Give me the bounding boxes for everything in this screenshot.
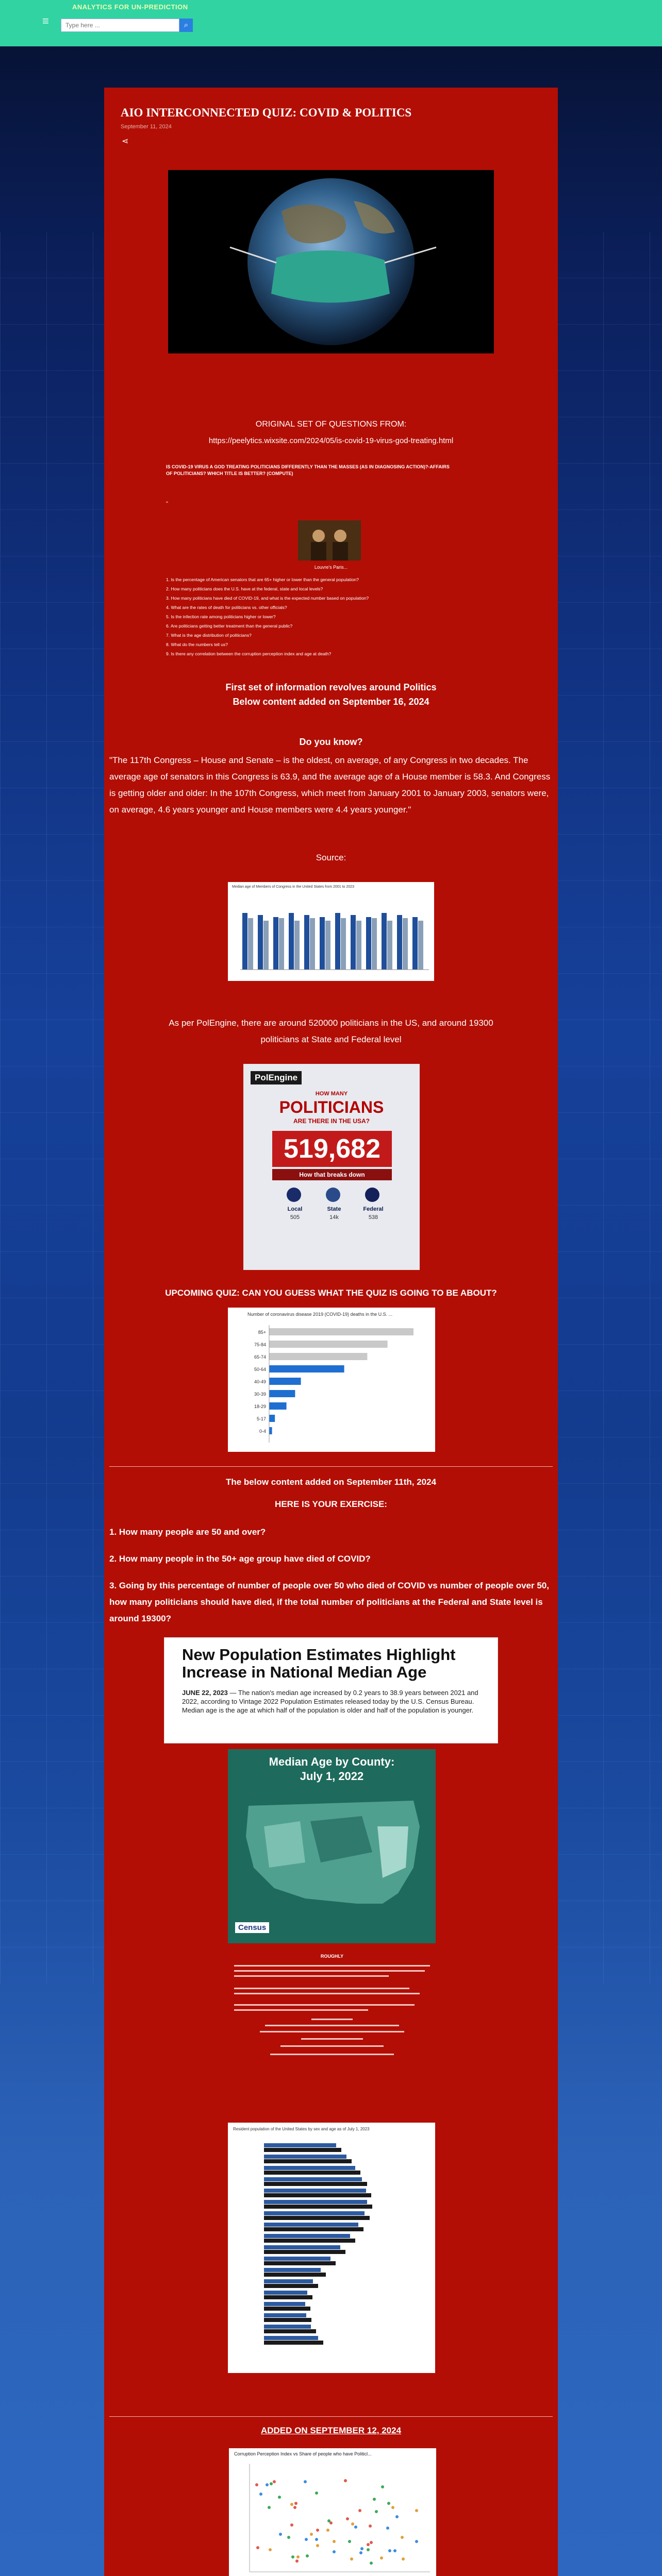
local-count: 505: [290, 1214, 300, 1221]
post-card: [104, 88, 558, 2576]
tick-label: 75-84: [254, 1342, 266, 1347]
tick-label: 5-17: [256, 1416, 266, 1421]
us-county-map: [228, 1749, 436, 1943]
bar: [264, 2148, 341, 2152]
bar: [366, 917, 371, 970]
divider: [109, 2416, 553, 2417]
bar: [264, 2166, 355, 2170]
search-icon: ⌕: [184, 21, 189, 29]
point: [370, 2541, 373, 2544]
added-sep12-heading: ADDED ON SEPTEMBER 12, 2024: [260, 2426, 402, 2435]
exercise-heading: HERE IS YOUR EXERCISE:: [275, 1499, 387, 1509]
point: [333, 2540, 336, 2543]
point: [386, 2527, 389, 2530]
bar: [269, 1378, 301, 1385]
bar: [269, 1402, 287, 1410]
tick-label: 0-4: [259, 1429, 266, 1434]
tick-label: 50-64: [254, 1367, 266, 1372]
exercise-q3: 3. Going by this percentage of number of people over 50 who died of COVID vs number of people over 50, how many politicians should have died, if the total number of politicians at the Federal and State level is around 19300?: [109, 1581, 549, 1623]
bar: [248, 918, 253, 970]
bar: [325, 921, 330, 970]
doc-heading: ROUGHLY: [320, 1954, 344, 1959]
point: [290, 2503, 293, 2506]
bar: [264, 2325, 311, 2329]
point: [266, 2483, 269, 2486]
point: [350, 2557, 353, 2561]
list-item: 9. Is there any correlation between the corruption perception index and age at death?: [166, 651, 332, 656]
upcoming-quiz-heading: UPCOMING QUIZ: CAN YOU GUESS WHAT THE QUIZ IS GOING TO BE ABOUT?: [165, 1288, 497, 1298]
list-item: 3. How many politicians have died of COVID-19, and what is the expected number based on population?: [166, 596, 369, 601]
search-input[interactable]: [61, 19, 179, 32]
federal-label: Federal: [363, 1206, 384, 1212]
exercise-q2: 2. How many people in the 50+ age group have died of COVID?: [109, 1554, 371, 1564]
point: [395, 2515, 399, 2518]
congress-quote: "The 117th Congress – House and Senate – is the oldest, on average, of any Congress in two decades. The average age of senators in this Congress is 63.9, and the average age of a House member is 58.3. And Congress is getting older and older: In the 107th Congress, which meet from January 2001 to January 2003, senators were, on average, 4.6 years younger and House members were 4.4 years younger.": [109, 755, 551, 815]
map-title: Median Age by County:: [269, 1755, 395, 1768]
population-pyramid-chart: [228, 2123, 435, 2373]
bar: [418, 921, 423, 970]
politicians-poster: [243, 1064, 420, 1270]
bar: [263, 921, 269, 970]
list-item: 2. How many politicians does the U.S. have at the federal, state and local levels?: [166, 586, 323, 591]
map-subtitle: July 1, 2022: [300, 1770, 364, 1783]
point: [401, 2536, 404, 2539]
bar: [387, 921, 392, 970]
bar: [264, 2216, 370, 2220]
bar: [310, 918, 315, 970]
bar: [264, 2155, 346, 2159]
poster-line1: HOW MANY: [315, 1091, 348, 1097]
bar: [269, 1427, 272, 1434]
painting-image: [298, 520, 361, 561]
bar: [264, 2295, 312, 2299]
point: [359, 2551, 362, 2554]
bar: [242, 913, 247, 970]
congress-age-chart: [228, 882, 434, 981]
bar: [264, 2250, 345, 2254]
bar: [264, 2318, 311, 2322]
bar: [264, 2193, 371, 2197]
bar: [264, 2273, 326, 2277]
point: [290, 2523, 293, 2527]
added-sep16-line: Below content added on September 16, 2024: [233, 697, 429, 707]
point: [316, 2544, 319, 2547]
point: [315, 2538, 318, 2541]
chart-title: Resident population of the United States by sex and age as of July 1, 2023: [233, 2127, 370, 2131]
bar: [264, 2245, 340, 2249]
bar: [264, 2159, 352, 2163]
quote-mark: ": [166, 501, 168, 507]
painting-caption: Louvre's Paris...: [314, 565, 348, 570]
point: [415, 2509, 418, 2512]
point: [269, 2548, 272, 2551]
bar: [264, 2302, 305, 2306]
point: [295, 2560, 299, 2563]
point: [388, 2549, 391, 2552]
bar: [273, 917, 278, 970]
bar: [264, 2234, 350, 2238]
bar: [264, 2261, 336, 2265]
source-label: Source:: [316, 853, 346, 862]
top-bar: [0, 0, 662, 46]
bar: [264, 2268, 321, 2272]
point: [310, 2533, 313, 2536]
point: [344, 2479, 347, 2482]
census-article-card: [164, 1637, 498, 1743]
bar: [264, 2341, 323, 2345]
share-icon[interactable]: ⋖: [122, 137, 129, 146]
covid-deaths-age-chart: [228, 1308, 435, 1452]
bar: [269, 1353, 367, 1360]
divider: [109, 1466, 553, 1467]
bar: [372, 918, 377, 970]
list-item: 1. Is the percentage of American senators that are 65+ higher or lower than the general population?: [166, 577, 359, 582]
list-item: 5. Is the infection rate among politicians higher or lower?: [166, 614, 276, 619]
list-item: 4. What are the rates of death for politicians vs. other officials?: [166, 605, 287, 610]
bar: [264, 2211, 365, 2215]
state-label: State: [327, 1206, 341, 1212]
original-questions-label: ORIGINAL SET OF QUESTIONS FROM:: [255, 420, 407, 429]
point: [354, 2526, 357, 2529]
local-seal-icon: [287, 1188, 301, 1202]
list-item: 8. What do the numbers tell us?: [166, 642, 228, 647]
bar: [264, 2284, 318, 2288]
added-sep11-heading: The below content added on September 11th, 2024: [225, 1477, 437, 1487]
point: [304, 2480, 307, 2483]
bar: [264, 2177, 362, 2181]
point: [255, 2483, 258, 2486]
bar: [397, 915, 402, 970]
tick-label: 85+: [258, 1330, 266, 1335]
bar: [264, 2227, 363, 2231]
earth-mask-image: [168, 170, 494, 353]
point: [367, 2548, 370, 2551]
bar: [294, 921, 300, 970]
bar: [269, 1328, 413, 1335]
point: [259, 2493, 262, 2496]
bar: [279, 918, 284, 970]
bar: [269, 1415, 275, 1422]
point: [293, 2506, 296, 2509]
bar: [264, 2143, 336, 2147]
first-set-heading: [104, 680, 558, 709]
local-label: Local: [287, 1206, 303, 1212]
state-count: 14k: [329, 1214, 339, 1221]
median-age-map: [228, 1749, 436, 1943]
poster-brand: PolEngine: [251, 1071, 302, 1084]
bar: [269, 1390, 295, 1397]
point: [316, 2529, 319, 2532]
point: [326, 2529, 329, 2532]
first-set-line: First set of information revolves around Politics: [225, 682, 437, 692]
bar: [264, 2291, 307, 2295]
bar: [335, 913, 340, 970]
bar: [264, 2200, 367, 2204]
bar: [264, 2189, 366, 2193]
bar: [264, 2313, 306, 2317]
bar: [382, 913, 387, 970]
census-date: JUNE 22, 2023: [182, 1689, 228, 1697]
poster-line3: ARE THERE IN THE USA?: [293, 1117, 370, 1125]
exercise-q1: 1. How many people are 50 and over?: [109, 1527, 266, 1537]
point: [294, 2502, 297, 2505]
original-question-list: [166, 575, 444, 658]
bar: [304, 915, 309, 970]
point: [327, 2519, 330, 2522]
point: [367, 2543, 370, 2546]
state-seal-icon: [326, 1188, 340, 1202]
point: [279, 2533, 282, 2536]
point: [333, 2550, 336, 2553]
chart-title: Median age of Members of Congress in the United States from 2001 to 2023: [232, 885, 354, 889]
point: [291, 2555, 294, 2558]
census-body: JUNE 22, 2023 — The nation's median age increased by 0.2 years to 38.9 years between 2021 and 2022, according to Vintage 2022 Population Estimates released today by the U.S. Census Bureau. Median age is the age at which half of the population is older and half of the population is younger.: [182, 1689, 478, 1714]
bar: [412, 917, 418, 970]
point: [278, 2496, 281, 2499]
notes-document-image: [224, 1954, 440, 2067]
point: [370, 2562, 373, 2565]
census-logo: Census: [235, 1922, 269, 1933]
post-date[interactable]: September 11, 2024: [121, 124, 172, 130]
blog-name[interactable]: ANALYTICS FOR UN-PREDICTION: [72, 3, 188, 11]
poster-line2: POLITICIANS: [279, 1098, 384, 1116]
bar: [264, 2223, 358, 2227]
menu-icon[interactable]: ≡: [42, 14, 49, 27]
point: [346, 2517, 349, 2520]
point: [348, 2540, 351, 2543]
point: [369, 2524, 372, 2528]
chart-title: Corruption Perception Index vs Share of people who have Politicl...: [234, 2451, 372, 2456]
original-link[interactable]: https://peelytics.wixsite.com/2024/05/is-covid-19-virus-god-treating.html: [208, 436, 454, 445]
search-button[interactable]: [179, 19, 193, 32]
point: [402, 2557, 405, 2561]
census-title: New Population Estimates Highlight Increase in National Median Age: [182, 1646, 456, 1681]
point: [287, 2536, 290, 2539]
point: [306, 2554, 309, 2557]
bar: [403, 918, 408, 970]
tick-label: 18-29: [254, 1404, 266, 1409]
tick-label: 65-74: [254, 1354, 266, 1360]
federal-count: 538: [368, 1214, 378, 1221]
bar: [264, 2257, 330, 2261]
point: [296, 2555, 300, 2558]
point: [273, 2480, 276, 2483]
point: [380, 2556, 383, 2560]
bar: [264, 2239, 355, 2243]
bar: [264, 2279, 313, 2283]
bar: [341, 918, 346, 970]
bar: [264, 2205, 372, 2209]
chart-title: Number of coronavirus disease 2019 (COVID-19) deaths in the U.S. ...: [247, 1312, 393, 1317]
point: [375, 2510, 378, 2513]
point: [270, 2482, 273, 2485]
point: [381, 2485, 384, 2488]
corruption-scatter-1: [229, 2448, 436, 2576]
bar: [264, 2336, 318, 2340]
point: [351, 2522, 354, 2526]
point: [393, 2549, 396, 2552]
point: [358, 2509, 361, 2512]
bar: [264, 2307, 310, 2311]
polengine-text: As per PolEngine, there are around 520000 politicians in the US, and around 19300 politicians at State and Federal level: [169, 1018, 493, 1044]
point: [391, 2506, 394, 2509]
point: [387, 2502, 390, 2505]
quoted-heading: IS COVID-19 VIRUS A GOD TREATING POLITICIANS DIFFERENTLY THAN THE MASSES (AS IN DIAGNOSING ACTION)?-AFFAIRS OF POLITICIANS? WHICH TITLE IS BETTER? (COMPUTE): [166, 464, 450, 476]
bar: [289, 913, 294, 970]
point: [305, 2538, 308, 2541]
point: [268, 2506, 271, 2509]
bar: [258, 915, 263, 970]
point: [373, 2498, 376, 2501]
list-item: 6. Are politicians getting better treatment than the general public?: [166, 623, 293, 629]
poster-number: 519,682: [272, 1131, 392, 1167]
point: [256, 2546, 259, 2549]
did-you-know-heading: Do you know?: [299, 737, 363, 747]
bar: [264, 2329, 316, 2333]
tick-label: 40-49: [254, 1379, 266, 1384]
bar: [264, 2182, 367, 2186]
federal-seal-icon: [365, 1188, 379, 1202]
poster-breakdown: How that breaks down: [272, 1169, 392, 1180]
tick-label: 30-39: [254, 1392, 266, 1397]
bar: [269, 1341, 388, 1348]
list-item: 7. What is the age distribution of politicians?: [166, 633, 252, 638]
bar: [320, 917, 325, 970]
post-title: AIO INTERCONNECTED QUIZ: COVID & POLITICS: [121, 106, 412, 119]
point: [415, 2540, 418, 2543]
bar: [264, 2171, 360, 2175]
bar: [351, 915, 356, 970]
bar: [356, 921, 361, 970]
point: [315, 2492, 318, 2495]
point: [360, 2547, 363, 2550]
bar: [269, 1365, 344, 1372]
